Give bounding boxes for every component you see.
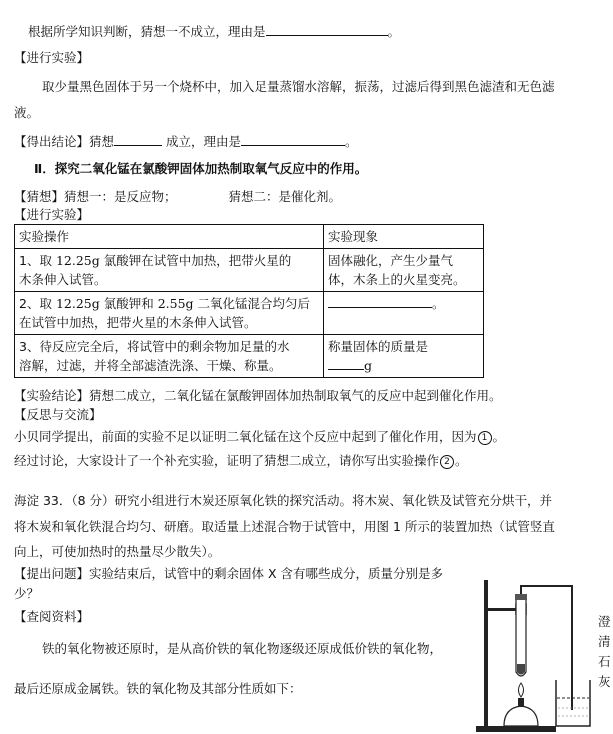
section-heading: 【进行实验】 [14,207,90,222]
answer-blank[interactable] [241,132,345,146]
experiment-conclusion: 【实验结论】猜想二成立，二氧化锰在氯酸钾固体加热制取氧气的反应中起到催化作用。 [14,388,502,403]
section-heading: 【反思与交流】 [14,407,102,422]
answer-blank[interactable] [266,22,388,36]
table-header-phenomenon: 实验现象 [324,225,484,249]
circled-number-1: 1 [478,431,492,445]
problem-line-1: 【提出问题】实验结束后，试管中的剩余固体 X 含有哪些成分，质量分别是多 [14,566,444,581]
answer-blank[interactable] [114,132,162,146]
stand-rod [484,580,488,728]
side-label: 澄 清 石 灰 [598,614,611,689]
part-two-heading: Ⅱ．探究二氧化锰在氯酸钾固体加热制取氧气反应中的作用。 [34,161,368,176]
experiment-table [14,224,484,378]
alcohol-lamp [504,706,538,726]
stand-base [476,726,556,732]
paragraph-text: 取少量黑色固体于另一个烧杯中，加入足量蒸馏水溶解，振荡，过滤后得到黑色滤渣和无色滤 [42,79,555,94]
reflection-line-1: 小贝同学提出，前面的实验不足以证明二氧化锰在这个反应中起到了催化作用，因为 1 。 [14,429,506,444]
paragraph-text: 液。 [14,105,40,120]
question-33-line-3: 向上，可使加热时的热量尽少散失）。 [14,544,221,559]
clamp-arm [486,608,520,611]
question-33-line-1: 海淀 33．（8 分）研究小组进行木炭还原氧化铁的探究活动。将木炭、氧化铁及试管充分烘干，并 [14,493,553,508]
reference-line-1: 铁的氧化物被还原时，是从高价铁的氧化物逐级还原成低价铁的氧化物， [42,641,443,656]
apparatus-figure [474,580,598,734]
section-heading: 【进行实验】 [14,50,90,65]
table-row [15,249,484,292]
stopper [515,594,527,600]
reflection-line-2: 经过讨论，大家设计了一个补充实验，证明了猜想二成立，请你写出实验操作 2 。 [14,453,468,468]
table-cell: 2、取 12.25g 氯酸钾和 2.55g 二氧化锰混合均匀后 在试管中加热，把带火星的木条伸入试管。 [15,292,324,335]
delivery-tube [521,586,572,710]
table-cell: 1、取 12.25g 氯酸钾在试管中加热，把带火星的 木条伸入试管。 [15,249,324,292]
question-33-line-2: 将木炭和氧化铁混合均匀、研磨。取适量上述混合物于试管中，用图 1 所示的装置加热（试管竖直 [14,519,555,534]
table-row [15,335,484,378]
question-line-1: 根据所学知识判断，猜想一不成立，理由是 。 [28,24,401,39]
table-row [15,292,484,335]
hypothesis-line: 【猜想】猜想一：是反应物； 猜想二：是催化剂。 [14,189,342,204]
reference-line-2: 最后还原成金属铁。铁的氧化物及其部分性质如下： [14,681,302,696]
table-cell: 称量固体的质量是 g [324,335,484,378]
answer-blank[interactable] [328,356,364,370]
table-cell: 固体融化，产生少量气 体，木条上的火星变亮。 [324,249,484,292]
table-cell: 。 [324,292,484,335]
table-header-operation: 实验操作 [15,225,324,249]
conclusion-line: 【得出结论】猜想 成立，理由是 。 [14,134,358,149]
answer-blank[interactable] [328,294,432,308]
circled-number-2: 2 [440,455,454,469]
section-heading: 【查阅资料】 [14,609,90,624]
problem-line-2: 少？ [14,586,40,601]
table-cell: 3、待反应完全后，将试管中的剩余物加足量的水 溶解，过滤，并将全部滤渣洗涤、干燥、称量。 [15,335,324,378]
flame-icon [519,683,524,697]
